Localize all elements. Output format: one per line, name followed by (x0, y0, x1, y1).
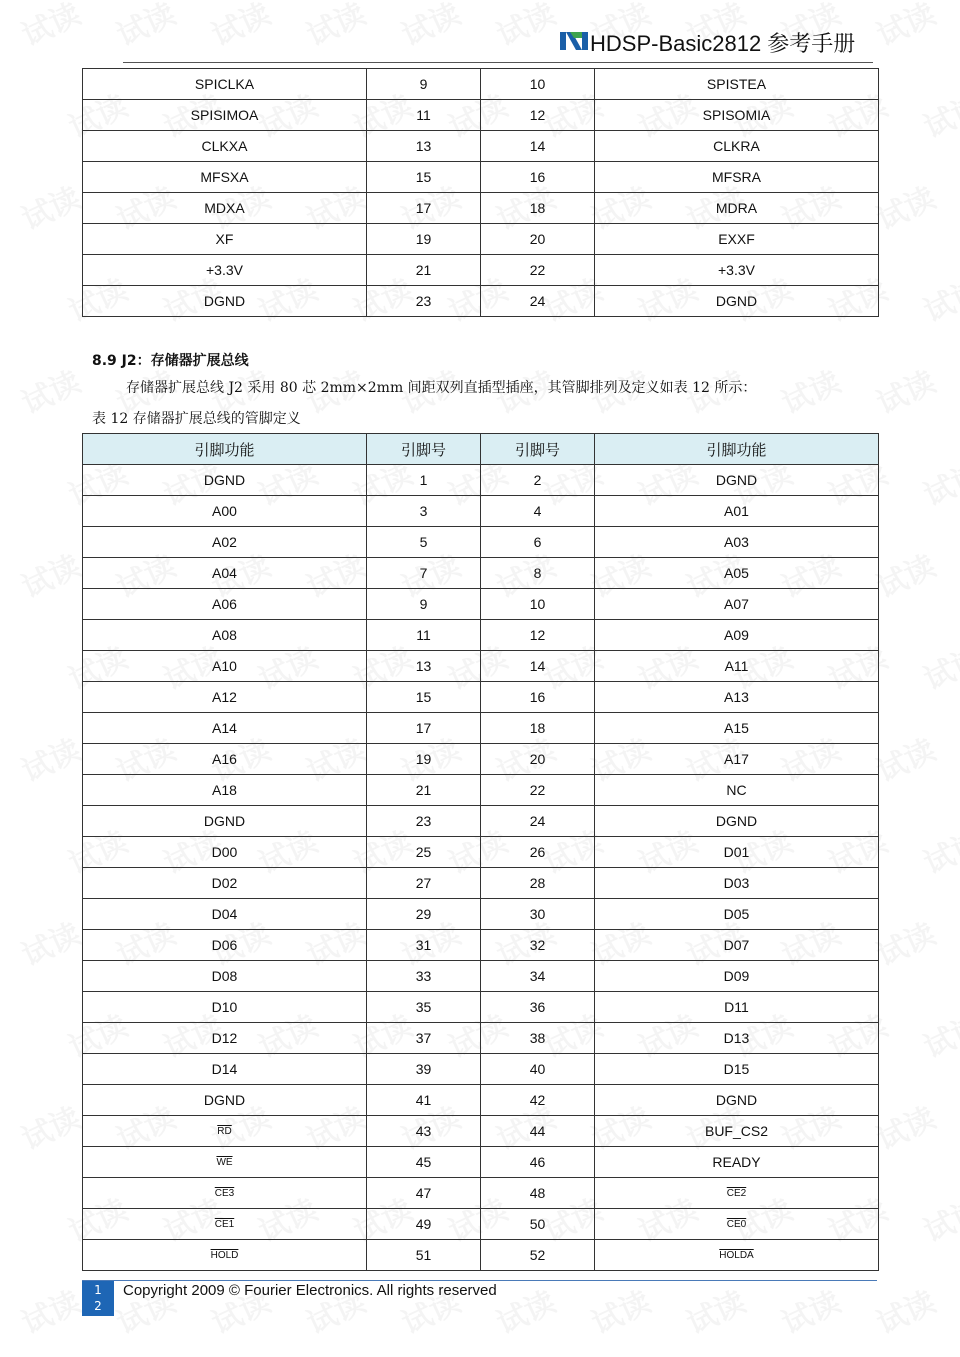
pin-number-right: 32 (481, 930, 595, 961)
pin-number-right: 16 (481, 682, 595, 713)
table-row (83, 255, 879, 286)
pin-number-right: 4 (481, 496, 595, 527)
pin-function-right: DGND (595, 1085, 879, 1116)
pin-function-left: A04 (83, 558, 367, 589)
pin-function-right: D03 (595, 868, 879, 899)
table-row (83, 1147, 879, 1178)
pin-number-right: 2 (481, 465, 595, 496)
pin-function-right: A15 (595, 713, 879, 744)
watermark-mark (869, 1093, 942, 1158)
pin-function-right: A01 (595, 496, 879, 527)
page-number-badge (82, 1281, 114, 1316)
pin-number-right: 26 (481, 837, 595, 868)
pin-function-right: SPISOMIA (595, 100, 879, 131)
table-row (83, 775, 879, 806)
pin-function-left: MDXA (83, 193, 367, 224)
pin-number-right: 18 (481, 713, 595, 744)
copyright-notice: Copyright 2009 © Fourier Electronics. All rights reserved (123, 1282, 497, 1299)
pin-function-right: DGND (595, 286, 879, 317)
memory-bus-pin-table (82, 433, 879, 1271)
watermark-mark (869, 909, 942, 974)
pin-number-left: 11 (367, 100, 481, 131)
watermark-mark (14, 357, 87, 422)
table-row (83, 193, 879, 224)
table-row (83, 1085, 879, 1116)
pin-function-left: CLKXA (83, 131, 367, 162)
pin-number-right: 40 (481, 1054, 595, 1085)
pin-number-left: 7 (367, 558, 481, 589)
pin-function-left: XF (83, 224, 367, 255)
pin-function-right: A11 (595, 651, 879, 682)
table-row (83, 131, 879, 162)
pin-function-right: D01 (595, 837, 879, 868)
pin-function-right: A07 (595, 589, 879, 620)
header-pin-function-right: 引脚功能 (595, 434, 879, 465)
pin-number-left: 19 (367, 744, 481, 775)
pin-function-right: D15 (595, 1054, 879, 1085)
watermark-mark (916, 1001, 960, 1066)
pin-function-right: READY (595, 1147, 879, 1178)
pin-function-left: HOLD (83, 1240, 367, 1271)
pin-function-right: D07 (595, 930, 879, 961)
pin-number-left: 23 (367, 806, 481, 837)
pin-function-left: +3.3V (83, 255, 367, 286)
pin-function-left: DGND (83, 806, 367, 837)
watermark-mark (916, 1185, 960, 1250)
pin-number-left: 13 (367, 131, 481, 162)
table-row (83, 1240, 879, 1271)
table-row (83, 868, 879, 899)
company-logo-icon (560, 32, 588, 50)
pin-number-right: 36 (481, 992, 595, 1023)
pin-function-right: DGND (595, 465, 879, 496)
pin-number-right: 12 (481, 620, 595, 651)
pin-number-left: 37 (367, 1023, 481, 1054)
watermark-mark (916, 449, 960, 514)
footer-divider (82, 1280, 877, 1281)
table-row (83, 992, 879, 1023)
header-pin-number-left: 引脚号 (367, 434, 481, 465)
watermark-mark (679, 1277, 752, 1342)
table-row (83, 651, 879, 682)
table-row (83, 930, 879, 961)
pin-number-right: 44 (481, 1116, 595, 1147)
pin-number-left: 1 (367, 465, 481, 496)
pin-function-right: MDRA (595, 193, 879, 224)
pin-number-right: 34 (481, 961, 595, 992)
pin-function-left: D14 (83, 1054, 367, 1085)
pin-function-left: A02 (83, 527, 367, 558)
watermark-mark (916, 81, 960, 146)
table-row (83, 744, 879, 775)
pin-number-right: 24 (481, 286, 595, 317)
watermark-mark (869, 1277, 942, 1342)
pin-number-right: 14 (481, 131, 595, 162)
table-row (83, 286, 879, 317)
pin-function-right: A09 (595, 620, 879, 651)
pin-number-left: 25 (367, 837, 481, 868)
table-row (83, 589, 879, 620)
pin-number-left: 49 (367, 1209, 481, 1240)
pin-number-right: 24 (481, 806, 595, 837)
table-row (83, 224, 879, 255)
watermark-mark (14, 1093, 87, 1158)
table-row (83, 837, 879, 868)
pin-number-right: 8 (481, 558, 595, 589)
pin-number-right: 14 (481, 651, 595, 682)
pin-function-right: CLKRA (595, 131, 879, 162)
pin-function-left: $\overline{RD}$ (83, 1116, 367, 1147)
pin-function-right: DGND (595, 806, 879, 837)
pin-number-right: 28 (481, 868, 595, 899)
pin-number-right: 22 (481, 255, 595, 286)
table-row (83, 496, 879, 527)
pin-function-right: A13 (595, 682, 879, 713)
pin-function-left: D02 (83, 868, 367, 899)
pin-function-left: A16 (83, 744, 367, 775)
watermark-mark (916, 817, 960, 882)
table-row (83, 899, 879, 930)
pin-function-left: D10 (83, 992, 367, 1023)
pin-number-left: 13 (367, 651, 481, 682)
pin-number-left: 3 (367, 496, 481, 527)
pin-function-right: BUF_CS2 (595, 1116, 879, 1147)
pin-number-left: 43 (367, 1116, 481, 1147)
watermark-mark (14, 173, 87, 238)
table-row (83, 69, 879, 100)
pin-number-right: 16 (481, 162, 595, 193)
watermark-mark (14, 541, 87, 606)
pin-number-left: 27 (367, 868, 481, 899)
pin-function-right: HOLDA (595, 1240, 879, 1271)
pin-function-left: A18 (83, 775, 367, 806)
pin-number-left: 15 (367, 682, 481, 713)
pin-function-left: DGND (83, 286, 367, 317)
pin-function-left: SPICLKA (83, 69, 367, 100)
section-heading: 8.9 J2：存储器扩展总线 (92, 353, 249, 369)
table-caption: 表 12 存储器扩展总线的管脚定义 (92, 411, 301, 427)
pin-number-left: 39 (367, 1054, 481, 1085)
pin-function-right: D09 (595, 961, 879, 992)
pin-function-right: A17 (595, 744, 879, 775)
header-pin-function-left: 引脚功能 (83, 434, 367, 465)
watermark-mark (916, 265, 960, 330)
page-number-digit: 1 (94, 1283, 102, 1297)
pin-function-left: D08 (83, 961, 367, 992)
pin-function-left: DGND (83, 1085, 367, 1116)
watermark-mark (489, 1277, 562, 1342)
table-row (83, 558, 879, 589)
document-title: HDSP-Basic2812 参考手册 (590, 31, 856, 56)
table-header-row (83, 434, 879, 465)
watermark-mark (869, 541, 942, 606)
pin-function-left: A14 (83, 713, 367, 744)
table-row (83, 100, 879, 131)
pin-function-right: D11 (595, 992, 879, 1023)
pin-number-left: 35 (367, 992, 481, 1023)
pin-function-left: A08 (83, 620, 367, 651)
pin-function-left: CE1 (83, 1209, 367, 1240)
pin-function-left: MFSXA (83, 162, 367, 193)
watermark-mark (14, 909, 87, 974)
pin-number-left: 15 (367, 162, 481, 193)
watermark-mark (14, 1277, 87, 1342)
pin-function-right: CE0 (595, 1209, 879, 1240)
pin-number-right: 52 (481, 1240, 595, 1271)
pin-number-left: 51 (367, 1240, 481, 1271)
pin-number-left: 41 (367, 1085, 481, 1116)
pin-function-right: A05 (595, 558, 879, 589)
pin-number-right: 12 (481, 100, 595, 131)
header-pin-number-right: 引脚号 (481, 434, 595, 465)
table-row (83, 713, 879, 744)
watermark-mark (916, 633, 960, 698)
pin-function-left: A00 (83, 496, 367, 527)
pin-number-right: 22 (481, 775, 595, 806)
pin-number-right: 46 (481, 1147, 595, 1178)
watermark-mark (869, 725, 942, 790)
pin-function-right: SPISTEA (595, 69, 879, 100)
watermark-mark (869, 357, 942, 422)
pin-number-left: 33 (367, 961, 481, 992)
pin-number-right: 10 (481, 589, 595, 620)
pin-function-left: SPISIMOA (83, 100, 367, 131)
table-row (83, 1116, 879, 1147)
pin-function-left: A06 (83, 589, 367, 620)
pin-function-right: D13 (595, 1023, 879, 1054)
pin-number-left: 5 (367, 527, 481, 558)
table-row (83, 527, 879, 558)
section-paragraph: 存储器扩展总线 J2 采用 80 芯 2mm×2mm 间距双列直插型插座，其管脚排列及定义如表 12 所示： (126, 380, 757, 396)
pin-number-right: 20 (481, 744, 595, 775)
table-row (83, 961, 879, 992)
table-row (83, 465, 879, 496)
pin-function-left: DGND (83, 465, 367, 496)
pin-function-left: D06 (83, 930, 367, 961)
pin-number-right: 30 (481, 899, 595, 930)
watermark-mark (14, 725, 87, 790)
page-number-digit: 2 (94, 1299, 102, 1313)
pin-number-left: 31 (367, 930, 481, 961)
pin-function-right: CE2 (595, 1178, 879, 1209)
pin-number-left: 11 (367, 620, 481, 651)
pin-function-right: MFSRA (595, 162, 879, 193)
pin-function-right: +3.3V (595, 255, 879, 286)
pin-number-left: 9 (367, 69, 481, 100)
pin-number-left: 21 (367, 775, 481, 806)
pin-number-right: 6 (481, 527, 595, 558)
pin-number-left: 29 (367, 899, 481, 930)
table-row (83, 620, 879, 651)
pin-number-left: 47 (367, 1178, 481, 1209)
pin-function-left: $\overline{WE}$ (83, 1147, 367, 1178)
pin-number-left: 21 (367, 255, 481, 286)
table-row (83, 1178, 879, 1209)
watermark-mark (869, 173, 942, 238)
pin-function-left: D04 (83, 899, 367, 930)
watermark-mark (584, 1277, 657, 1342)
page-header (0, 0, 960, 70)
pin-function-left: CE3 (83, 1178, 367, 1209)
table-row (83, 1209, 879, 1240)
pin-number-right: 42 (481, 1085, 595, 1116)
pin-number-left: 9 (367, 589, 481, 620)
table-row (83, 1054, 879, 1085)
pin-function-right: D05 (595, 899, 879, 930)
pin-function-left: D00 (83, 837, 367, 868)
pin-number-right: 48 (481, 1178, 595, 1209)
table-row (83, 806, 879, 837)
pin-number-left: 17 (367, 193, 481, 224)
pin-number-right: 10 (481, 69, 595, 100)
pin-number-right: 20 (481, 224, 595, 255)
pin-table-continued (82, 68, 879, 317)
pin-function-right: NC (595, 775, 879, 806)
pin-number-right: 38 (481, 1023, 595, 1054)
pin-function-left: A12 (83, 682, 367, 713)
header-divider (123, 62, 873, 63)
pin-function-right: EXXF (595, 224, 879, 255)
table-row (83, 682, 879, 713)
watermark-mark (774, 1277, 847, 1342)
pin-number-right: 18 (481, 193, 595, 224)
pin-function-left: A10 (83, 651, 367, 682)
pin-number-left: 45 (367, 1147, 481, 1178)
pin-number-right: 50 (481, 1209, 595, 1240)
watermark-mark (774, 357, 847, 422)
table-row (83, 1023, 879, 1054)
pin-function-left: D12 (83, 1023, 367, 1054)
pin-number-left: 17 (367, 713, 481, 744)
pin-number-left: 23 (367, 286, 481, 317)
table-row (83, 162, 879, 193)
pin-function-right: A03 (595, 527, 879, 558)
pin-number-left: 19 (367, 224, 481, 255)
